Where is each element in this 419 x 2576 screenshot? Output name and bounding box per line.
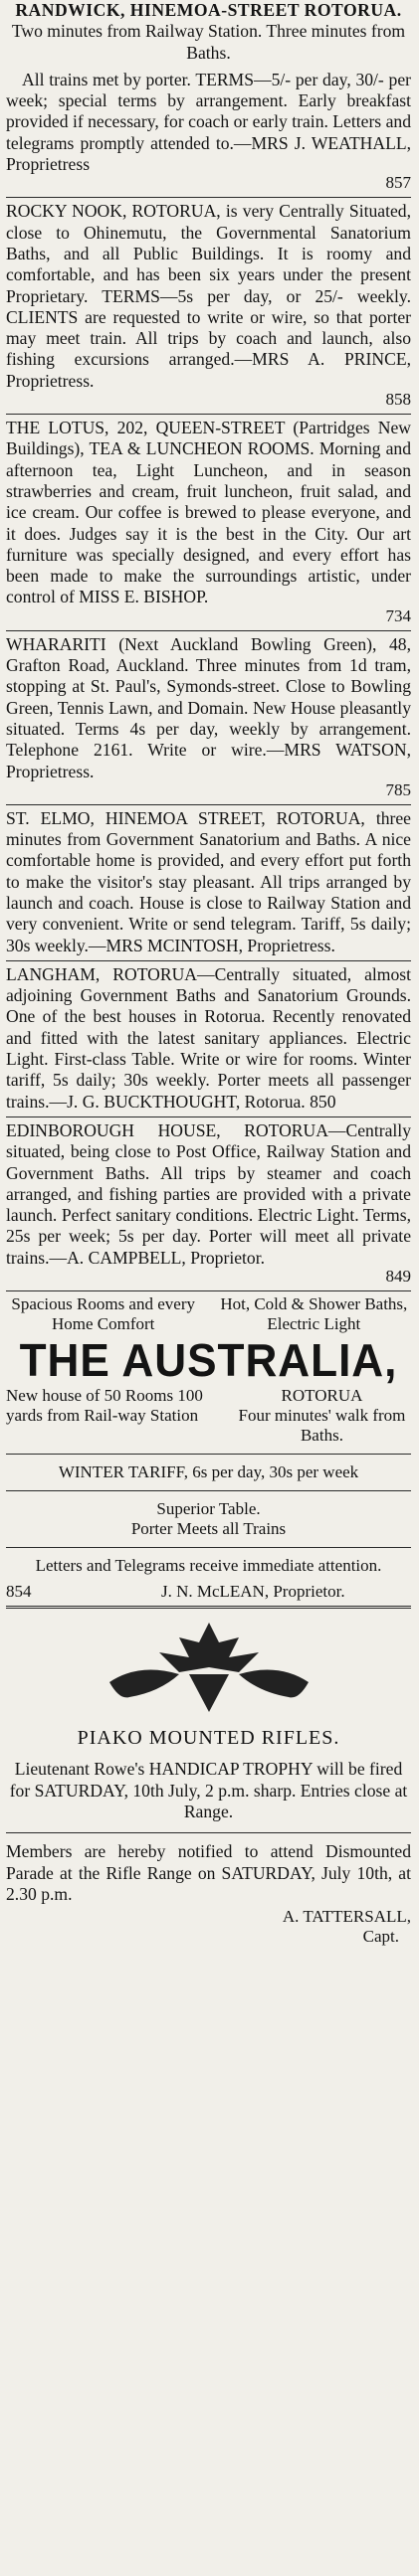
divider: [6, 630, 411, 631]
australia-middle-row: [6, 1386, 411, 1446]
piako-signature: [6, 1907, 411, 1947]
ad-subline: Two minutes from Railway Station. Three minutes from Baths.: [11, 21, 406, 63]
ad-randwick: [6, 0, 411, 193]
divider: [6, 1606, 411, 1609]
australia-letters: Letters and Telegrams receive immediate attention.: [35, 1556, 382, 1576]
ad-langham: [6, 964, 411, 1113]
divider: [6, 197, 411, 198]
piako-p1: Lieutenant Rowe's HANDICAP TROPHY will be fired for SATURDAY, 10th July, 2 p.m. sharp. Entries close at Range.: [9, 1759, 408, 1821]
eagle-crest-icon: [100, 1613, 318, 1722]
australia-title: THE AUSTRALIA,: [19, 1334, 398, 1387]
ad-body: LANGHAM, ROTORUA—Centrally situated, almost adjoining Government Baths and Sanatorium Grounds. One of the best houses in Rotorua. Recently renovated and fitted with the latest sanitary appliances. Electric Light. First-class Table. Write or wire for rooms. Winter tariff, 5s daily; 30s weekly. Porter meets all passenger trains.—J. G. BUCKTHOUGHT, Rotorua. 850: [6, 963, 411, 1112]
divider: [6, 1547, 411, 1548]
australia-porter: Porter Meets all Trains: [130, 1519, 287, 1539]
ad-number: 785: [385, 779, 411, 799]
divider: [6, 960, 411, 961]
australia-right: Four minutes' walk from Baths.: [238, 1406, 406, 1446]
divider: [6, 414, 411, 415]
ad-body: THE LOTUS, 202, QUEEN-STREET (Partridges New Buildings), TEA & LUNCHEON ROOMS. Morning and afternoon tea, Light Luncheon, and in season strawberries and cream, fruit luncheon, fruit salad, and ice cream. Our coffee is brewed to please everyone, and it does. Judges say it is the best in the City. Our art furniture was specially designed, and every effort has been made to make the surroundings artistic, under control of MISS E. BISHOP.: [6, 418, 411, 607]
ad-body: All trains met by porter. TERMS—5/- per day, 30/- per week; special terms by arrangement. Early breakfast provided if necessary, for coach or early train. Letters and telegrams promptly attended to.—MRS J. WEATHALL, Proprietress: [6, 69, 411, 175]
piako-title: PIAKO MOUNTED RIFLES.: [77, 1727, 340, 1750]
ad-body: WHARARITI (Next Auckland Bowling Green), 48, Grafton Road, Auckland. Three minutes from 1d tram, stopping at St. Paul's, Symonds-street. Close to Bowling Green, Tennis Lawn, and Domain. New House pleasantly situated. Terms 4s per day, weekly by arrangement. Telephone 2161. Write or wire.—MRS WATSON, Proprietress.: [6, 633, 411, 781]
ad-number: 858: [385, 390, 411, 410]
ad-st-elmo: [6, 808, 411, 956]
australia-tariff: WINTER TARIFF, 6s per day, 30s per week: [58, 1462, 359, 1482]
divider: [6, 1490, 411, 1491]
ad-headline: RANDWICK, HINEMOA-STREET ROTORUA.: [15, 0, 402, 20]
australia-footer: [6, 1582, 411, 1602]
ad-edinborough: [6, 1120, 411, 1287]
ad-piako: [6, 1613, 411, 1947]
divider: [6, 1116, 411, 1117]
divider: [6, 804, 411, 805]
australia-right-head: ROTORUA: [281, 1386, 363, 1406]
ad-body: EDINBOROUGH HOUSE, ROTORUA—Centrally situated, being close to Post Office, Railway Station and Government Baths. All trips by steamer and coach arranged, and fishing parties are provided with a private launch. Perfect sanitary conditions. Electric Light. Terms, 25s per week; 5s per day. Porter will meet all private trains.—A. CAMPBELL, Proprietor.: [6, 1119, 411, 1268]
ad-number: 857: [385, 173, 411, 193]
divider: [6, 1454, 411, 1455]
divider: [6, 1832, 411, 1833]
divider: [6, 1290, 411, 1291]
piako-p2: Members are hereby notified to attend Dismounted Parade at the Rifle Range on SATURDAY, July 10th, at 2.30 p.m.: [6, 1841, 411, 1904]
piako-sig: A. TATTERSALL,: [282, 1907, 411, 1927]
australia-right-block: [233, 1386, 411, 1446]
ad-number: 734: [385, 605, 411, 625]
ad-body: ROCKY NOOK, ROTORUA, is very Centrally Situated, close to Ohinemutu, the Governmental Sanatorium Baths, and all Public Buildings. It is roomy and comfortable, and has been six years under the present Proprietary. TERMS—5s per day, or 25/- weekly. CLIENTS are requested to write or wire, so that porter may meet train. All trips by coach and launch, also fishing excursions arranged.—MRS A. PRINCE, Proprietress.: [6, 201, 411, 391]
ad-lotus: [6, 418, 411, 626]
australia-footer-num: 854: [6, 1582, 32, 1602]
australia-top-row: [6, 1294, 411, 1334]
ad-rocky-nook: [6, 201, 411, 410]
ad-number: 849: [385, 1267, 411, 1287]
australia-footer-name: J. N. McLEAN, Proprietor.: [160, 1582, 345, 1602]
australia-table: Superior Table.: [156, 1499, 261, 1519]
australia-top-right: Hot, Cold & Shower Baths, Electric Light: [220, 1294, 408, 1334]
australia-top-left: Spacious Rooms and every Home Comfort: [11, 1294, 195, 1334]
piako-rank: Capt.: [362, 1927, 399, 1947]
australia-left: New house of 50 Rooms 100 yards from Rail-way Station: [6, 1386, 203, 1426]
ad-body: ST. ELMO, HINEMOA STREET, ROTORUA, three minutes from Government Sanatorium and Baths. A nice comfortable home is provided, and every effort put forth to make the visitor's stay pleasant. All trips arranged by launch and coach. House is close to Railway Station and very convenient. Write or send telegram. Tariff, 5s daily; 30s weekly.—MRS MCINTOSH, Proprietress.: [6, 807, 411, 955]
ad-australia: [6, 1294, 411, 1602]
ad-wharariti: [6, 634, 411, 800]
